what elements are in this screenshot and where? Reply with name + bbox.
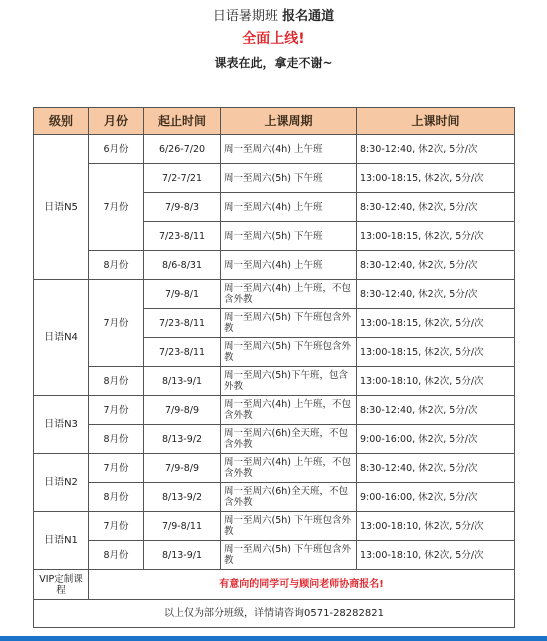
dates-cell: 7/9-8/9 <box>144 396 221 425</box>
period-cell: 周一至周六(5h) 下午班包含外教 <box>221 541 357 570</box>
month-cell: 8月份 <box>89 251 144 280</box>
table-row <box>34 454 515 483</box>
month-cell: 8月份 <box>89 367 144 396</box>
time-cell: 13:00-18:15, 休2次, 5分/次 <box>357 222 515 251</box>
table-row <box>34 483 515 512</box>
period-cell: 周一至周六(5h)下午班，包含外教 <box>221 367 357 396</box>
dates-cell: 7/9-8/9 <box>144 454 221 483</box>
time-cell: 8:30-12:40, 休2次, 5分/次 <box>357 193 515 222</box>
period-cell: 周一至周六(4h) 上午班 <box>221 193 357 222</box>
col-header-month: 月份 <box>89 108 144 135</box>
promo-subtitle: 课表在此，拿走不谢~ <box>214 56 333 70</box>
col-header-time: 上课时间 <box>357 108 515 135</box>
dates-cell: 7/9-8/11 <box>144 512 221 541</box>
time-cell: 9:00-16:00, 休2次, 5分/次 <box>357 483 515 512</box>
dates-cell: 7/23-8/11 <box>144 338 221 367</box>
month-cell: 7月份 <box>89 454 144 483</box>
promo-title: 日语暑期班 报名通道 <box>212 9 335 24</box>
level-cell: 日语N3 <box>34 396 89 454</box>
month-cell: 8月份 <box>89 541 144 570</box>
time-cell: 13:00-18:15, 休2次, 5分/次 <box>357 164 515 193</box>
time-cell: 13:00-18:15, 休2次, 5分/次 <box>357 309 515 338</box>
table-row <box>34 396 515 425</box>
contact-footer: 以上仅为部分班级，详情请咨询0571-28282821 <box>34 600 515 628</box>
period-cell: 周一至周六(4h) 上午班 <box>221 135 357 164</box>
dates-cell: 7/2-7/21 <box>144 164 221 193</box>
table-row <box>34 512 515 541</box>
table-row <box>34 251 515 280</box>
dates-cell: 7/9-8/3 <box>144 193 221 222</box>
dates-cell: 8/6-8/31 <box>144 251 221 280</box>
vip-label: VIP定制课程 <box>34 570 89 600</box>
month-cell: 7月份 <box>89 164 144 251</box>
month-cell: 8月份 <box>89 425 144 454</box>
time-cell: 8:30-12:40, 休2次, 5分/次 <box>357 280 515 309</box>
table-row <box>34 367 515 396</box>
table-row <box>34 280 515 309</box>
month-cell: 6月份 <box>89 135 144 164</box>
level-cell: 日语N5 <box>34 135 89 280</box>
period-cell: 周一至周六(5h) 下午班 <box>221 222 357 251</box>
dates-cell: 8/13-9/1 <box>144 367 221 396</box>
dates-cell: 7/23-8/11 <box>144 222 221 251</box>
period-cell: 周一至周六(6h)全天班，不包含外教 <box>221 425 357 454</box>
time-cell: 8:30-12:40, 休2次, 5分/次 <box>357 135 515 164</box>
table-row <box>34 541 515 570</box>
table-row <box>34 425 515 454</box>
dates-cell: 8/13-9/1 <box>144 541 221 570</box>
period-cell: 周一至周六(4h) 上午班，不包含外教 <box>221 454 357 483</box>
time-cell: 8:30-12:40, 休2次, 5分/次 <box>357 396 515 425</box>
dates-cell: 8/13-9/2 <box>144 483 221 512</box>
col-header-level: 级别 <box>34 108 89 135</box>
col-header-dates: 起止时间 <box>144 108 221 135</box>
table-header-row <box>34 108 515 135</box>
month-cell: 7月份 <box>89 280 144 367</box>
dates-cell: 7/9-8/1 <box>144 280 221 309</box>
time-cell: 8:30-12:40, 休2次, 5分/次 <box>357 251 515 280</box>
period-cell: 周一至周六(5h) 下午班包含外教 <box>221 309 357 338</box>
dates-cell: 6/26-7/20 <box>144 135 221 164</box>
time-cell: 8:30-12:40, 休2次, 5分/次 <box>357 454 515 483</box>
period-cell: 周一至周六(5h) 下午班 <box>221 164 357 193</box>
period-cell: 周一至周六(4h) 上午班，不包含外教 <box>221 396 357 425</box>
time-cell: 13:00-18:10, 休2次, 5分/次 <box>357 541 515 570</box>
period-cell: 周一至周六(5h) 下午班包含外教 <box>221 512 357 541</box>
level-cell: 日语N2 <box>34 454 89 512</box>
month-cell: 8月份 <box>89 483 144 512</box>
month-cell: 7月份 <box>89 396 144 425</box>
period-cell: 周一至周六(4h) 上午班，不包含外教 <box>221 280 357 309</box>
vip-note: 有意向的同学可与顾问老师协商报名! <box>89 570 515 600</box>
level-cell: 日语N4 <box>34 280 89 396</box>
schedule-table <box>33 107 515 628</box>
vip-row <box>34 570 515 600</box>
time-cell: 9:00-16:00, 休2次, 5分/次 <box>357 425 515 454</box>
promo-headline: 全面上线! <box>242 31 305 47</box>
table-row <box>34 164 515 193</box>
table-row <box>34 135 515 164</box>
bottom-accent-bar <box>0 636 547 641</box>
period-cell: 周一至周六(5h) 下午班包含外教 <box>221 338 357 367</box>
dates-cell: 8/13-9/2 <box>144 425 221 454</box>
period-cell: 周一至周六(6h)全天班，不包含外教 <box>221 483 357 512</box>
footer-row <box>34 600 515 628</box>
level-cell: 日语N1 <box>34 512 89 570</box>
time-cell: 13:00-18:10, 休2次, 5分/次 <box>357 512 515 541</box>
dates-cell: 7/23-8/11 <box>144 309 221 338</box>
month-cell: 7月份 <box>89 512 144 541</box>
time-cell: 13:00-18:10, 休2次, 5分/次 <box>357 367 515 396</box>
period-cell: 周一至周六(4h) 上午班 <box>221 251 357 280</box>
time-cell: 13:00-18:15, 休2次, 5分/次 <box>357 338 515 367</box>
col-header-period: 上课周期 <box>221 108 357 135</box>
